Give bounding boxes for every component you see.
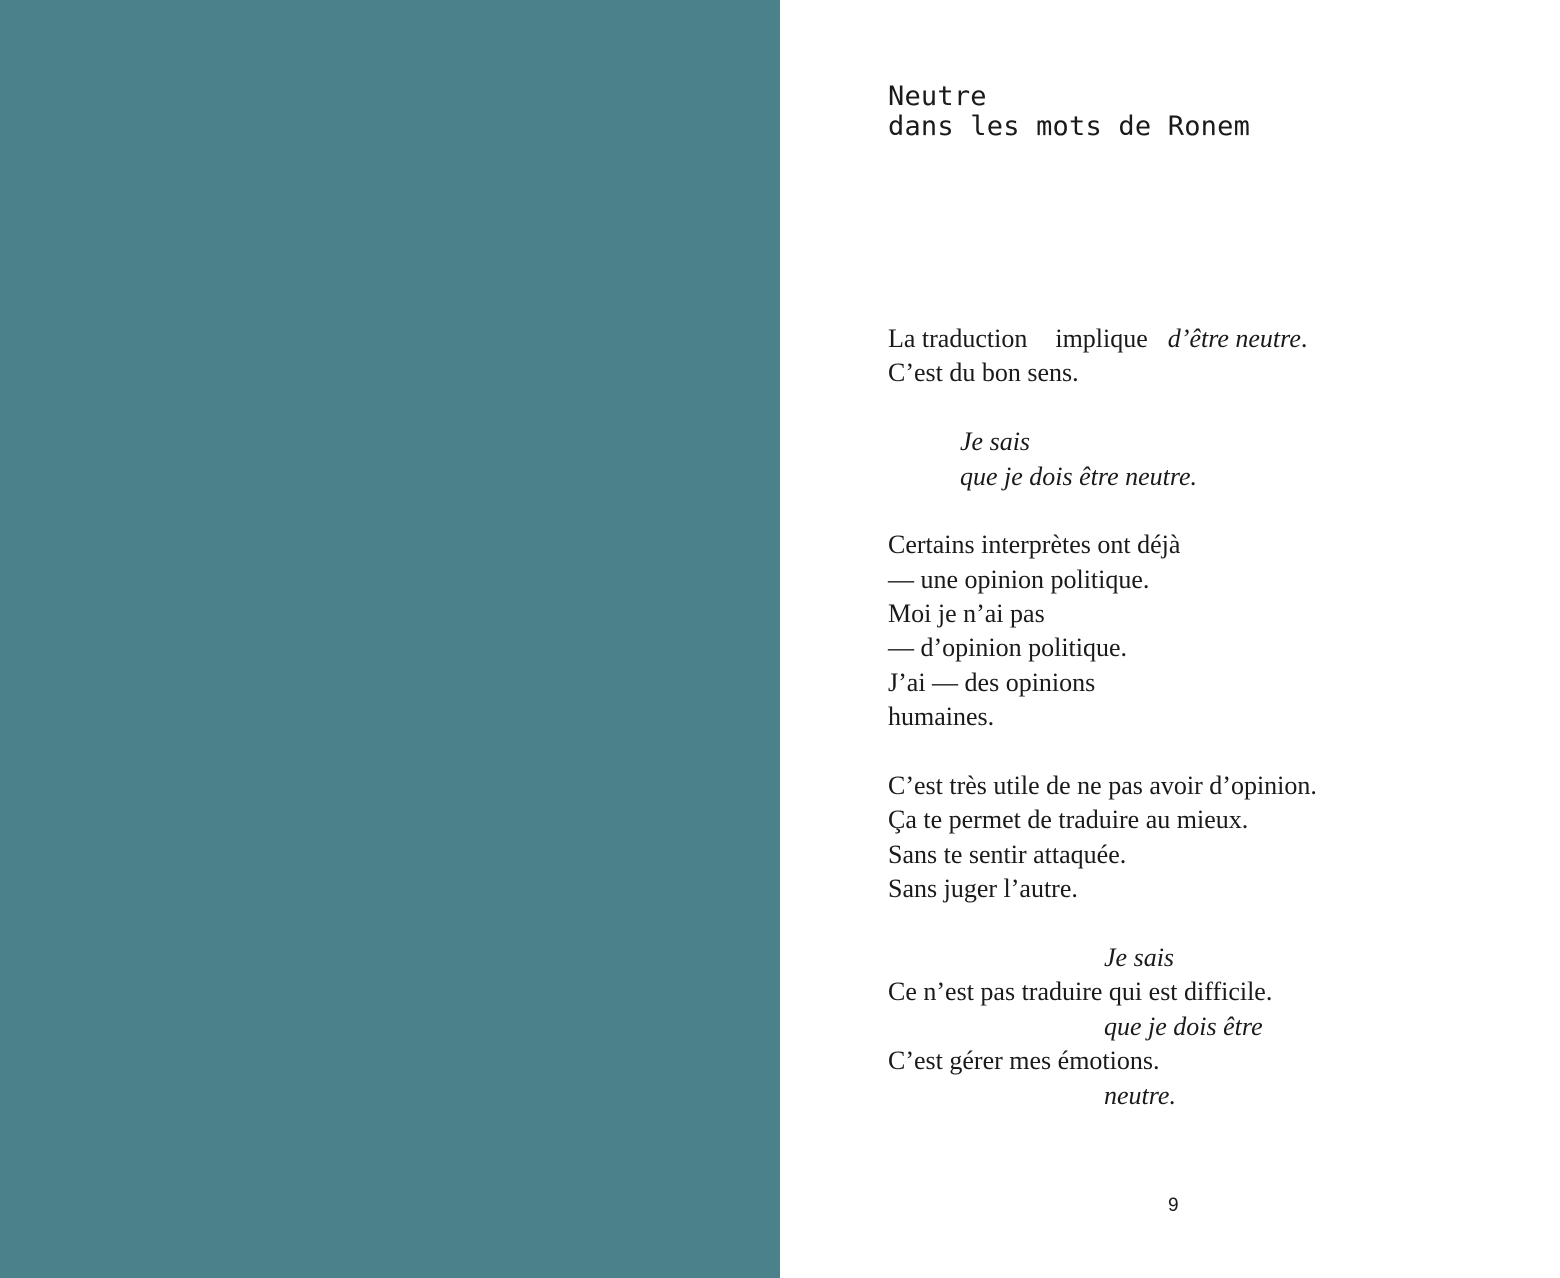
stanza1-line-1	[888, 323, 1307, 355]
stanza1-period: .	[1300, 324, 1308, 353]
title-line-1: Neutre	[888, 81, 987, 112]
page-title	[888, 82, 1250, 142]
stanza5-italic-1: Je sais	[1104, 943, 1175, 972]
stanza2-line-2: que je dois être neutre.	[960, 462, 1198, 491]
stanza1-phrase-b: implique	[1055, 324, 1148, 353]
stanza3-line-2: — une opinion politique.	[888, 565, 1150, 594]
stanza4-line-1: C’est très utile de ne pas avoir d’opinion.	[888, 771, 1317, 800]
stanza5-italic-2: que je dois être	[1104, 1012, 1263, 1041]
stanza1-line-2: C’est du bon sens.	[888, 358, 1079, 387]
text-page	[780, 0, 1560, 1278]
stanza3-line-5: J’ai — des opinions	[888, 668, 1096, 697]
stanza4-line-4: Sans juger l’autre.	[888, 874, 1078, 903]
stanza4-line-2: Ça te permet de traduire au mieux.	[888, 805, 1249, 834]
stanza3-line-4: — d’opinion politique.	[888, 633, 1128, 662]
stanza1-phrase-a: La traduction	[888, 324, 1028, 353]
stanza3-line-3: Moi je n’ai pas	[888, 599, 1045, 628]
stanza3-line-1: Certains interprètes ont déjà	[888, 530, 1181, 559]
stanza5-italic-3: neutre.	[1104, 1081, 1176, 1110]
stanza4-line-3: Sans te sentir attaquée.	[888, 840, 1127, 869]
page-number: 9	[1168, 1195, 1179, 1216]
stanza2-line-1: Je sais	[960, 427, 1031, 456]
title-line-2: dans les mots de Ronem	[888, 111, 1251, 142]
stanza5-line-1: Ce n’est pas traduire qui est difficile.	[888, 977, 1273, 1006]
stanza3-line-6: humaines.	[888, 702, 995, 731]
stanza1-phrase-c: d’être neutre	[1167, 324, 1301, 353]
stanza5-line-2: C’est gérer mes émotions.	[888, 1046, 1160, 1075]
